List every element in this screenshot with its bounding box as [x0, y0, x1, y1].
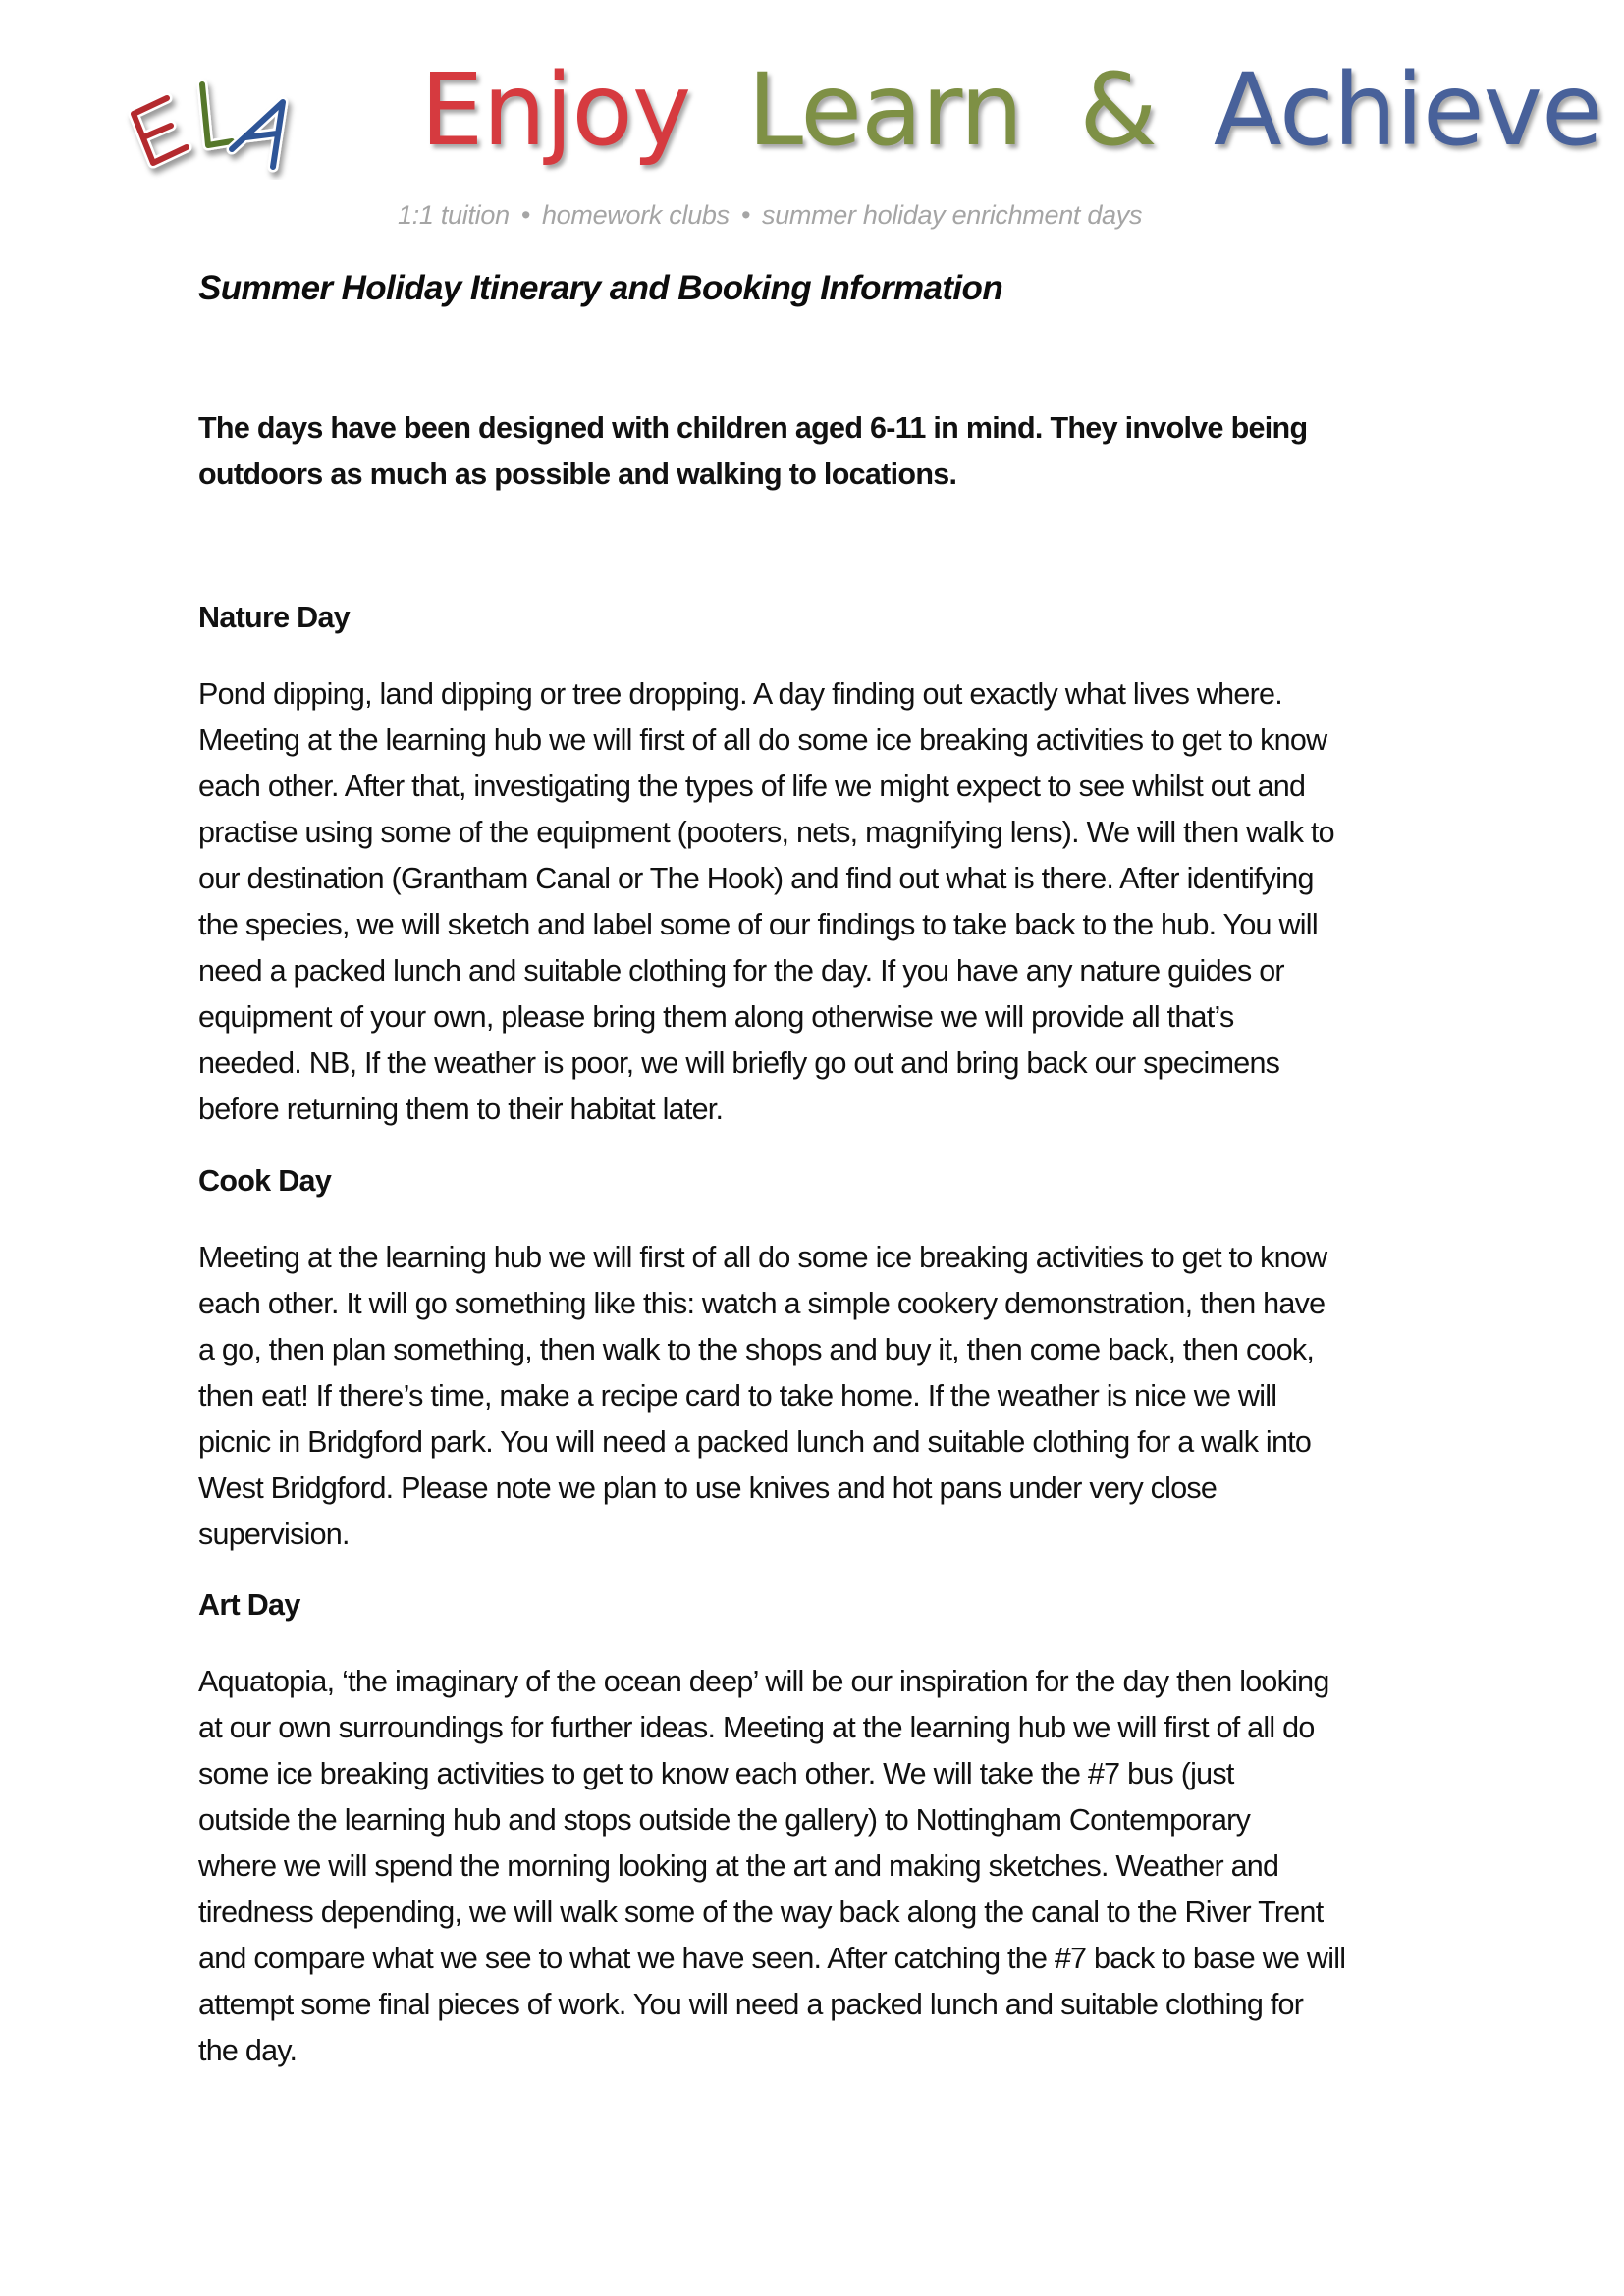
document-title: Summer Holiday Itinerary and Booking Information [198, 269, 1003, 307]
body-line: picnic in Bridgford park. You will need a packed lunch and suitable clothing for a walk into [198, 1425, 1312, 1459]
intro-line: outdoors as much as possible and walking to locations. [198, 457, 957, 491]
bullet-separator: • [740, 200, 750, 230]
intro-line: The days have been designed with children aged 6-11 in mind. They involve being [198, 411, 1308, 445]
body-line: our destination (Grantham Canal or The Hook) and find out what is there. After identifying [198, 862, 1314, 895]
brand-word-ampersand: & [1079, 52, 1157, 169]
tagline-item: summer holiday enrichment days [762, 200, 1143, 230]
body-line: a go, then plan something, then walk to the shops and buy it, then come back, then cook, [198, 1333, 1315, 1366]
section-body-nature-day [198, 671, 1475, 1133]
body-line: Meeting at the learning hub we will first of all do some ice breaking activities to get to know [198, 1241, 1327, 1274]
body-line: and compare what we see to what we have seen. After catching the #7 back to base we will [198, 1942, 1346, 1975]
body-line: then eat! If there’s time, make a recipe card to take home. If the weather is nice we will [198, 1379, 1277, 1413]
body-line: needed. NB, If the weather is poor, we will briefly go out and bring back our specimens [198, 1046, 1280, 1080]
body-line: Meeting at the learning hub we will first of all do some ice breaking activities to get to know [198, 723, 1327, 757]
body-line: each other. It will go something like this: watch a simple cookery demonstration, then have [198, 1287, 1326, 1320]
brand-word-learn: Learn [747, 52, 1023, 169]
brand-word-achieve: Achieve [1213, 52, 1602, 169]
tagline-item: 1:1 tuition [398, 200, 510, 230]
body-line: supervision. [198, 1518, 350, 1551]
intro-paragraph [198, 405, 1475, 498]
body-line: the species, we will sketch and label some of our findings to take back to the hub. You will [198, 908, 1318, 941]
body-line: the day. [198, 2034, 298, 2067]
body-line: equipment of your own, please bring them along otherwise we will provide all that’s [198, 1000, 1234, 1034]
body-line: attempt some final pieces of work. You will need a packed lunch and suitable clothing for [198, 1988, 1304, 2021]
body-line: at our own surroundings for further ideas. Meeting at the learning hub we will first of all do [198, 1711, 1315, 1744]
tagline [398, 200, 1142, 231]
bullet-separator: • [520, 200, 530, 230]
tagline-item: homework clubs [541, 200, 730, 230]
section-heading-nature-day: Nature Day [198, 601, 351, 634]
section-body-art-day [198, 1659, 1475, 2074]
section-heading-art-day: Art Day [198, 1588, 300, 1622]
body-line: tiredness depending, we will walk some of the way back along the canal to the River Trent [198, 1896, 1324, 1929]
body-line: Aquatopia, ‘the imaginary of the ocean deep’ will be our inspiration for the day then looking [198, 1665, 1329, 1698]
body-line: West Bridgford. Please note we plan to use knives and hot pans under very close [198, 1471, 1218, 1505]
brand-word-enjoy: Enjoy [420, 52, 691, 169]
body-line: practise using some of the equipment (pooters, nets, magnifying lens). We will then walk to [198, 816, 1334, 849]
body-line: where we will spend the morning looking at the art and making sketches. Weather and [198, 1849, 1279, 1883]
section-body-cook-day [198, 1235, 1475, 1558]
brand-heading [420, 52, 1602, 169]
body-line: Pond dipping, land dipping or tree dropping. A day finding out exactly what lives where. [198, 677, 1282, 711]
ela-logo [116, 77, 302, 180]
body-line: outside the learning hub and stops outside the gallery) to Nottingham Contemporary [198, 1803, 1251, 1837]
body-line: before returning them to their habitat later. [198, 1093, 724, 1126]
body-line: need a packed lunch and suitable clothing for the day. If you have any nature guides or [198, 954, 1284, 988]
body-line: each other. After that, investigating the types of life we might expect to see whilst out and [198, 770, 1306, 803]
body-line: some ice breaking activities to get to know each other. We will take the #7 bus (just [198, 1757, 1234, 1790]
section-heading-cook-day: Cook Day [198, 1164, 332, 1198]
